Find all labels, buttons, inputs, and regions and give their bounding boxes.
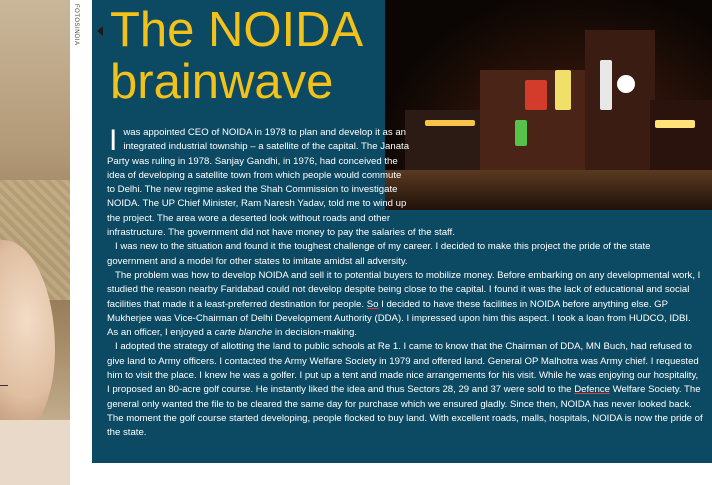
paragraph-3-text-c: in decision-making. bbox=[272, 327, 357, 339]
crop-mark bbox=[0, 385, 8, 386]
photo-light-white bbox=[600, 60, 612, 110]
paragraph-4-text-b: Welfare Society. The general only wanted the file to be cleared the same day for purchase which we ensured gladly. Since then, NOIDA has never looked back. The moment the golf course started developing, people flocked to buy land. With excellent roads, malls, hospitals, NOIDA is now the pride of the state. bbox=[107, 384, 703, 439]
spellcheck-word-so: So bbox=[366, 298, 379, 310]
drop-cap: I bbox=[109, 124, 118, 157]
panel-bottom-margin bbox=[92, 463, 712, 485]
photo-light-clock bbox=[617, 75, 635, 93]
headline-line-1: The NOIDA bbox=[110, 3, 364, 57]
paragraph-4 bbox=[107, 340, 703, 440]
paragraph-4-text-a: I adopted the strategy of allotting the land to public schools at Re 1. I came to know that the Chairman of DDA, MN Buch, had refused to give land to Army officers. I contacted the Army Welfare Society in 1979 and offered land. General OP Malhotra was Army chief. I requested him to visit the place. I knew he was a golfer. I put up a tent and made nice arrangements for his visit. While he was enjoying our hospitality, I proposed an 80-acre golf course. He instantly liked the idea and thus Sectors 28, 29 and 37 were sold to the bbox=[107, 341, 699, 396]
headline-line-2: brainwave bbox=[110, 55, 334, 109]
spellcheck-word-defence: Defence bbox=[574, 384, 610, 396]
section-marker-icon bbox=[97, 26, 103, 36]
italic-phrase: carte blanche bbox=[214, 327, 273, 339]
article-body bbox=[107, 126, 703, 441]
paragraph-3-text-b: I decided to have these facilities in NOIDA before anything else. GP Mukherjee was Vice-Chairman of Delhi Development Authority (DDA). I impressed upon him this aspect. I took a loan from HUDCO, IDBI. As an officer, I enjoyed a bbox=[107, 298, 691, 339]
paragraph-2: I was new to the situation and found it the toughest challenge of my career. I decided to make this project the pride of the state government and a model for other states to imitate amidst all adversity. bbox=[107, 241, 651, 267]
paragraph-1-text: was appointed CEO of NOIDA in 1978 to plan and develop it as an integrated industrial township – a satellite of the capital. The Janata Party was ruling in 1978. Sanjay Gandhi, in 1976, had conceived the idea of developing a satellite town from which people would commute to Delhi. The new regime asked the Shah Commission to investigate NOIDA. The UP Chief Minister, Ram Naresh Yadav, told me to wind up the project. The area wore a deserted look without roads and other infrastructure. The government did not have money to pay the salaries of the staff. bbox=[107, 127, 455, 239]
paragraph-3-text-a: The problem was how to develop NOIDA and sell it to potential buyers to mobilize money. Before embarking on any developmental work, I studied the reason nearby Faridabad could not develop despite being close to the capital. I found it was the lack of educational and social facilities that made it a least-preferred destination for people. bbox=[107, 269, 701, 310]
portrait-hand bbox=[0, 420, 70, 485]
headline bbox=[110, 4, 380, 108]
photo-credit: FOTOSINDIA bbox=[73, 4, 79, 46]
portrait-photo bbox=[0, 0, 70, 485]
paragraph-3 bbox=[107, 269, 703, 340]
photo-light-yellow bbox=[555, 70, 571, 110]
photo-light-red bbox=[525, 80, 547, 110]
photo-wrap-spacer bbox=[411, 126, 703, 222]
